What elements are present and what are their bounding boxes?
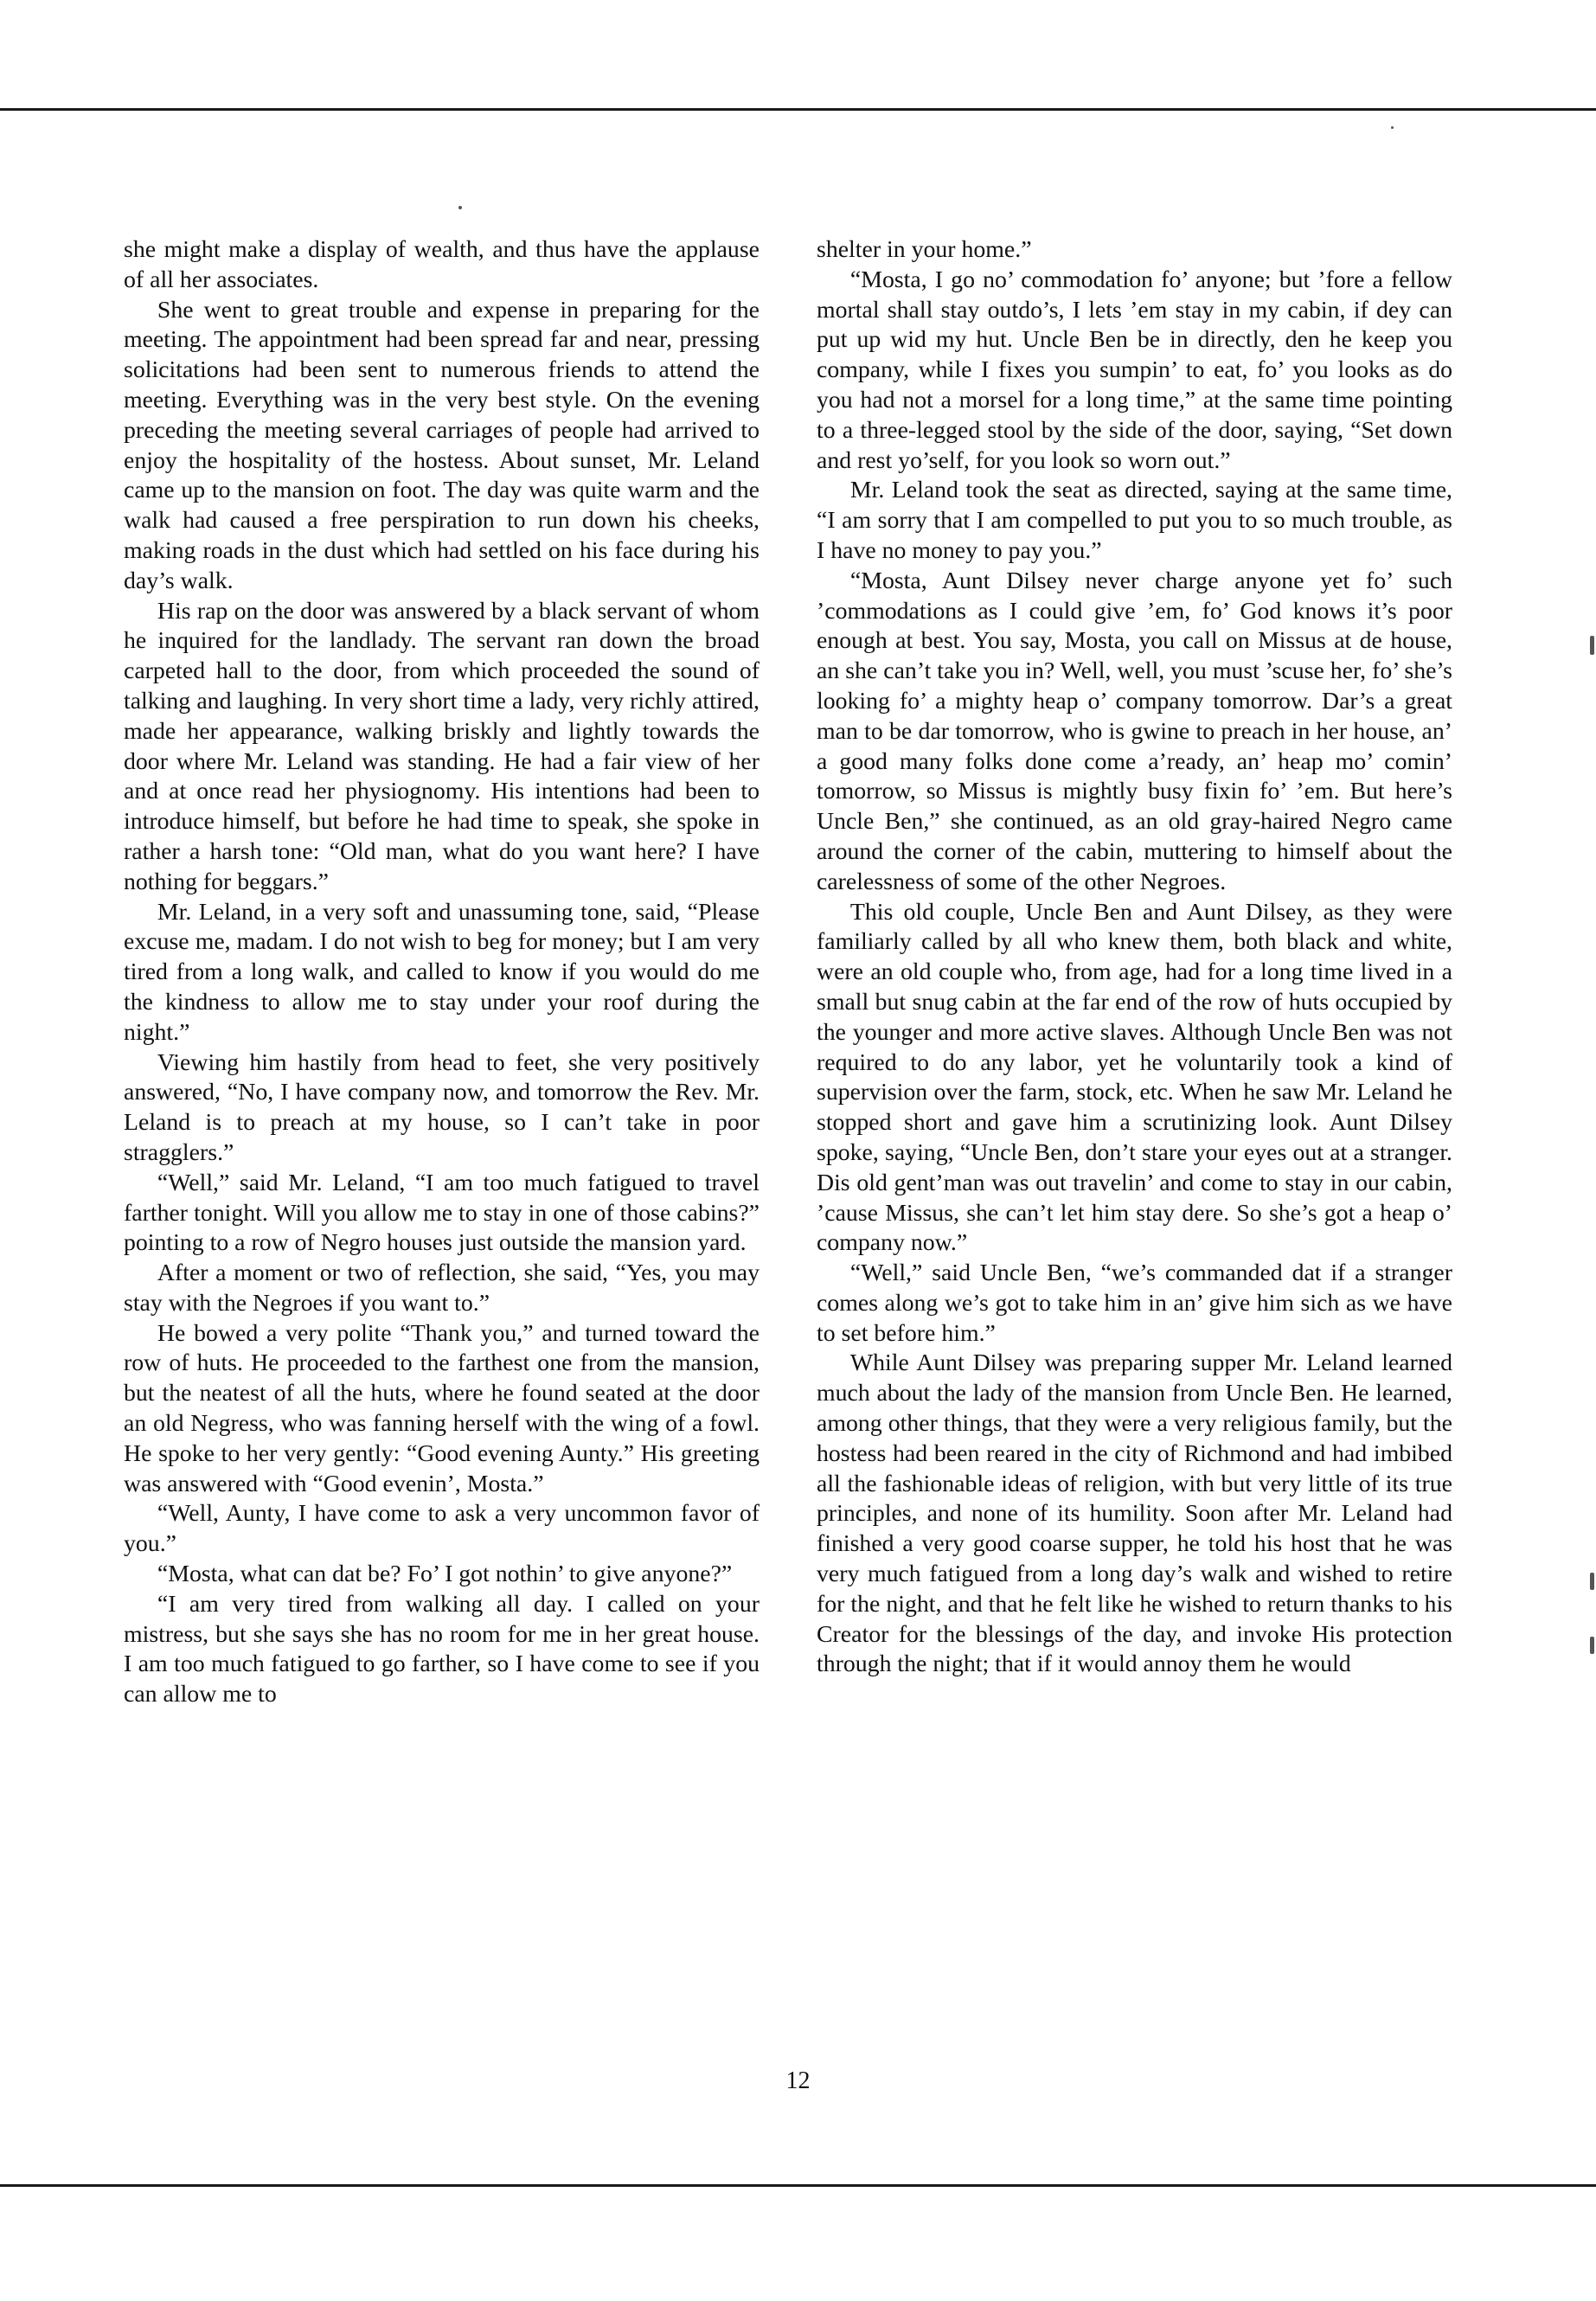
paragraph: After a moment or two of reflection, she said, “Yes, you may stay with the Negroes if you want to.” [124, 1259, 760, 1317]
paragraph: “Well,” said Uncle Ben, “we’s commanded dat if a stranger comes along we’s got to take him in an’ give him sich as we have to set before him.” [817, 1259, 1452, 1347]
bottom-scan-border [0, 2184, 1596, 2187]
paragraph: Mr. Leland took the seat as directed, saying at the same time, “I am sorry that I am compelled to put you to so much trouble, as I have no money to pay you.” [817, 477, 1452, 564]
scan-speck [1590, 1573, 1594, 1590]
scan-speck [1590, 1637, 1594, 1654]
paragraph: “Mosta, what can dat be? Fo’ I got nothin’ to give anyone?” [157, 1561, 733, 1588]
page-number: 12 [785, 2067, 811, 2094]
paragraph: “Mosta, Aunt Dilsey never charge anyone yet fo’ such ’commodations as I could give ’em, fo’ God knows it’s poor enough at best. You say, Mosta, you call on Missus at de house, an she can’t take you in? Well, well, you must ’scuse her, fo’ she’s looking fo’ a mighty heap o’ company tomorrow. Dar’s a great man to be dar tomorrow, who is gwine to preach in her house, an’ a good many folks done come a’ready, an’ heap mo’ comin’ tomorrow, so Missus is mightly busy fixin fo’ ’em. But here’s Uncle Ben,” she continued, as an old gray-haired Negro came around the corner of the cabin, muttering to himself about the carelessness of some of the other Negroes. [817, 567, 1452, 895]
top-scan-border [0, 108, 1596, 111]
paragraph: Mr. Leland, in a very soft and unassuming tone, said, “Please excuse me, madam. I do not wish to beg for money; but I am very tired from a long walk, and called to know if you would do me the kindness to allow me to stay under your roof during the night.” [124, 898, 760, 1046]
paragraph: “Well,” said Mr. Leland, “I am too much fatigued to travel farther tonight. Will you allow me to stay in one of those cabins?” pointing to a row of Negro houses just outside the mansion yard. [124, 1169, 760, 1257]
paragraph: She went to great trouble and expense in preparing for the meeting. The appointment had been spread far and near, pressing solicitations had been sent to numerous friends to attend the meeting. Everything was in the very best style. On the evening preceding the meeting several carriages of people had arrived to enjoy the hospitality of the hostess. About sunset, Mr. Leland came up to the mansion on foot. The day was quite warm and the walk had caused a free perspiration to run down his cheeks, making roads in the dust which had settled on his face during his day’s walk. [124, 296, 760, 594]
paragraph: “Mosta, I go no’ commodation fo’ anyone; but ’fore a fellow mortal shall stay outdo’s, I lets ’em stay in my cabin, if dey can put up wid my hut. Uncle Ben be in directly, den he keep you company, while I fixes you sumpin’ to eat, fo’ you looks as do you had not a morsel for a long time,” at the same time pointing to a three-legged stool by the side of the door, saying, “Set down and rest yo’self, for you look so worn out.” [817, 266, 1452, 474]
scan-speck [1391, 126, 1394, 129]
paragraph: shelter in your home.” [817, 236, 1032, 263]
left-text-column [124, 235, 760, 2043]
paragraph: He bowed a very polite “Thank you,” and turned toward the row of huts. He proceeded to the farthest one from the mansion, but the neatest of all the huts, where he found seated at the door an old Negress, who was fanning herself with the wing of a fowl. He spoke to her very gently: “Good evening Aunty.” His greeting was answered with “Good evenin’, Mosta.” [124, 1319, 760, 1497]
paragraph: This old couple, Uncle Ben and Aunt Dilsey, as they were familiarly called by all who knew them, both black and white, were an old couple who, from age, had for a long time lived in a small but snug cabin at the far end of the row of huts occupied by the younger and more active slaves. Although Uncle Ben was not required to do any labor, yet he voluntarily took a kind of supervision over the farm, stock, etc. When he saw Mr. Leland he stopped short and gave him a scrutinizing look. Aunt Dilsey spoke, saying, “Uncle Ben, don’t stare your eyes out at a stranger. Dis old gent’man was out travelin’ and come to stay in our cabin, ’cause Missus, she can’t let him stay dere. So she’s got a heap o’ company now.” [817, 898, 1452, 1257]
scan-speck [1590, 636, 1594, 655]
paragraph: His rap on the door was answered by a black servant of whom he inquired for the landlady. The servant ran down the broad carpeted hall to the door, from which proceeded the sound of talking and laughing. In very short time a lady, very richly attired, made her appearance, walking briskly and lightly towards the door where Mr. Leland was standing. He had a fair view of her and at once read her physiognomy. His intentions had been to introduce himself, but before he had time to speak, she spoke in rather a harsh tone: “Old man, what do you want here? I have nothing for beggars.” [124, 597, 760, 895]
paragraph: “I am very tired from walking all day. I called on your mistress, but she says she has no room for me in her great house. I am too much fatigued to go farther, so I have come to see if you can allow me to [124, 1590, 760, 1708]
paragraph: While Aunt Dilsey was preparing supper Mr. Leland learned much about the lady of the mansion from Uncle Ben. He learned, among other things, that they were a very religious family, but the hostess had been reared in the city of Richmond and had imbibed all the fashionable ideas of religion, with but very little of its true principles, and none of its humility. Soon after Mr. Leland had finished a very good coarse supper, he told his host that he was very much fatigued from a long day’s walk and wished to retire for the night, and that he felt like he wished to return thanks to his Creator for the blessings of the day, and invoke His protection through the night; that if it would annoy them he would [817, 1349, 1452, 1678]
scan-speck [458, 206, 462, 209]
paragraph: Viewing him hastily from head to feet, she very positively answered, “No, I have company now, and tomorrow the Rev. Mr. Leland is to preach at my house, so I can’t take in poor stragglers.” [124, 1048, 760, 1166]
paragraph: she might make a display of wealth, and thus have the applause of all her associates. [124, 236, 760, 293]
right-text-column [817, 235, 1452, 2043]
paragraph: “Well, Aunty, I have come to ask a very uncommon favor of you.” [124, 1500, 760, 1558]
